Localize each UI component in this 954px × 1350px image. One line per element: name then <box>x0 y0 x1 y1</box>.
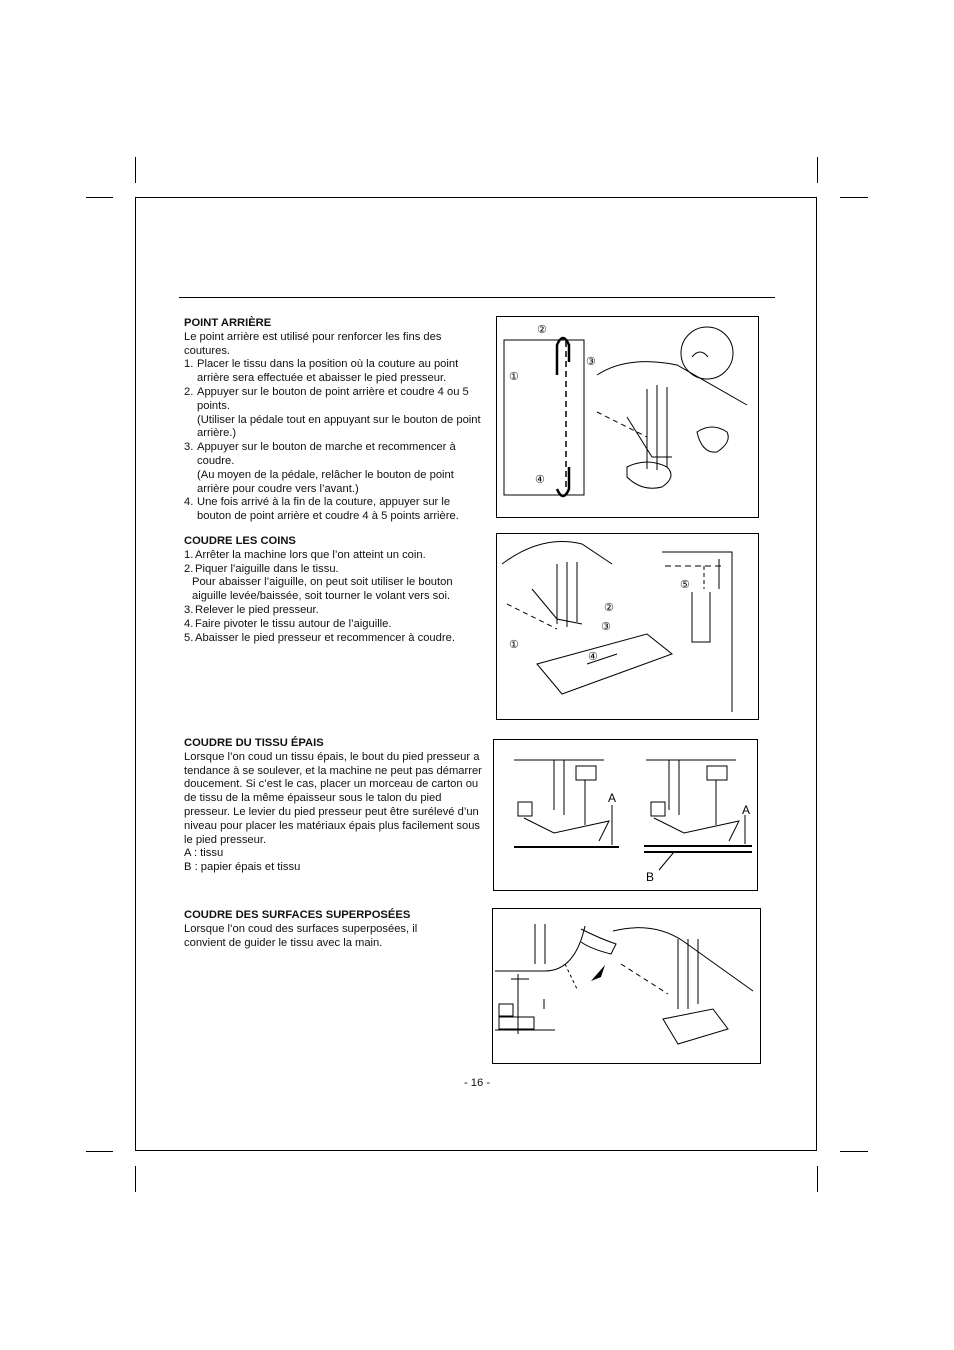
list-item <box>184 358 484 386</box>
guide-dash <box>565 964 577 989</box>
reverse-arrow-bottom <box>557 467 569 496</box>
needle-bar <box>557 562 577 627</box>
figure-thick-fabric <box>493 739 758 891</box>
step-text: Appuyer sur le bouton de marche et recommencer à coudre. <box>197 441 456 467</box>
step-text: Une fois arrivé à la fin de la couture, appuyer sur le bouton de point arrière et coudre 4 à 5 points arrière. <box>197 496 459 523</box>
section-title: COUDRE DES SURFACES SUPERPOSÉES <box>184 909 411 921</box>
crop-mark-tr-v <box>817 157 818 183</box>
corners-illustration <box>497 534 758 719</box>
step-text: Faire pivoter le tissu autour de l’aiguille. <box>195 617 392 630</box>
label-3: ③ <box>601 621 611 633</box>
step-number: 4. <box>184 617 194 630</box>
presser-foot <box>627 417 672 457</box>
overlapping-illustration <box>493 909 760 1063</box>
crop-mark-br-v <box>817 1166 818 1192</box>
label-2: ② <box>537 324 547 336</box>
hand-right <box>697 427 728 452</box>
foot-screw-right <box>651 802 665 816</box>
step-text: Appuyer sur le bouton de point arrière et coudre 4 ou 5 points. <box>197 385 469 412</box>
page-number: - 16 - <box>463 1077 491 1089</box>
machine-outline-right <box>613 928 753 991</box>
foot-screw-left <box>518 802 532 816</box>
step-number: 2. <box>184 385 194 398</box>
reverse-arrow-top <box>557 338 569 375</box>
crop-mark-tl-h <box>86 197 113 198</box>
push-arrow-icon <box>591 965 605 981</box>
machine-base-left <box>495 926 585 971</box>
step-note: (Utiliser la pédale tout en appuyant sur le bouton de point arrière.) <box>197 413 481 440</box>
figure-overlapping <box>492 908 761 1064</box>
arrow-b <box>659 852 674 870</box>
lever <box>581 929 616 954</box>
step-text: Piquer l’aiguille dans le tissu. <box>195 562 339 575</box>
crop-mark-br-h <box>840 1151 868 1152</box>
fabric-layers <box>663 1009 728 1044</box>
section-body: Lorsque l’on coud un tissu épais, le bout du pied presseur a tendance à se soulever, et la machine ne peut pas démarrer doucement. Si c’est le cas, placer un morceau de carton ou de tissu de la même épaisseur sous le talon du pied presseur. Le levier du pied presseur peut être surélevé d’un niveau pour placer les matériaux épais plus facilement sous le pied presseur. <box>184 750 482 846</box>
section-title: COUDRE LES COINS <box>184 535 296 547</box>
label-1: ① <box>509 639 519 651</box>
reverse-stitch-illustration <box>497 317 758 517</box>
header-rule <box>179 297 775 298</box>
label-4: ④ <box>588 651 598 663</box>
step-number: 3. <box>184 603 194 616</box>
machine-outline <box>597 362 747 405</box>
foot-left <box>499 1017 534 1029</box>
crop-mark-tr-h <box>840 197 868 198</box>
presser-bar-right <box>646 760 736 815</box>
list-item <box>184 386 484 414</box>
list-item <box>184 632 484 646</box>
stitch-line <box>597 412 647 437</box>
list-item <box>184 618 484 632</box>
figure-reverse-stitch <box>496 316 759 518</box>
step-text: Placer le tissu dans la position où la couture au point arrière sera effectuée et abaisser le pied presseur. <box>197 358 459 385</box>
section-intro: Le point arrière est utilisé pour renforcer les fins des coutures. <box>184 330 442 357</box>
section-title: POINT ARRIÈRE <box>184 317 272 329</box>
needle-clamp-right <box>707 766 727 780</box>
hand <box>627 462 671 488</box>
list-item <box>184 563 484 577</box>
section-tissu-epais <box>184 737 484 875</box>
step-number: 5. <box>184 631 194 644</box>
section-point-arriere <box>184 317 484 524</box>
legend-a: A : tissu <box>184 847 224 860</box>
machine-outline <box>502 542 612 565</box>
presser-foot-left <box>511 974 529 1034</box>
crop-mark-bl-h <box>86 1151 113 1152</box>
crop-mark-tl-v <box>135 157 136 183</box>
stitch-line <box>621 964 668 994</box>
section-title: COUDRE DU TISSU ÉPAIS <box>184 737 324 749</box>
presser-bar-left <box>514 760 604 815</box>
list-item <box>184 496 484 524</box>
label-1: ① <box>509 371 519 383</box>
step-note: (Au moyen de la pédale, relâcher le bouton de point arrière pour coudre vers l’avant.) <box>197 468 454 495</box>
step-number: 1. <box>184 548 194 561</box>
list-item <box>184 604 484 618</box>
step-number: 3. <box>184 441 194 454</box>
foot-small <box>692 592 710 642</box>
fabric-piece <box>504 340 584 495</box>
legend-b: B : papier épais et tissu <box>184 861 301 874</box>
label-5: ⑤ <box>680 579 690 591</box>
figure-corners <box>496 533 759 720</box>
foot-right <box>654 818 739 841</box>
crop-mark-bl-v <box>135 1166 136 1192</box>
section-body: Lorsque l’on coud des surfaces superposées, il convient de guider le tissu avec la main. <box>184 922 418 949</box>
step-number: 4. <box>184 496 194 509</box>
step-number: 2. <box>184 562 194 575</box>
fabric-edge <box>662 552 732 712</box>
stitch-line <box>507 604 557 629</box>
step-text: Arrêter la machine lors que l’on atteint un coin. <box>195 548 426 561</box>
list-item <box>184 549 484 563</box>
step-text: Abaisser le pied presseur et recommencer à coudre. <box>195 631 455 644</box>
label-4: ④ <box>535 474 545 486</box>
step-text: Relever le pied presseur. <box>195 603 319 616</box>
label-a-left: A <box>608 791 617 805</box>
label-b: B <box>646 870 655 884</box>
needle-bar-left <box>535 924 545 964</box>
label-2: ② <box>604 602 614 614</box>
section-coudre-coins <box>184 535 484 645</box>
reverse-button <box>692 352 708 357</box>
section-surfaces-superposees <box>184 909 454 950</box>
step-note: Pour abaisser l’aiguille, on peut soit utiliser le bouton aiguille levée/baissée, soit tourner le volant vers soi. <box>192 576 453 603</box>
foot-screw <box>499 1004 513 1016</box>
step-number: 1. <box>184 358 194 371</box>
needle-clamp-left <box>576 766 596 780</box>
foot-left <box>524 818 609 841</box>
thick-fabric-illustration <box>494 740 757 890</box>
label-a-right: A <box>742 803 751 817</box>
label-3: ③ <box>586 356 596 368</box>
needle-plate <box>537 634 672 694</box>
list-item <box>184 441 484 469</box>
